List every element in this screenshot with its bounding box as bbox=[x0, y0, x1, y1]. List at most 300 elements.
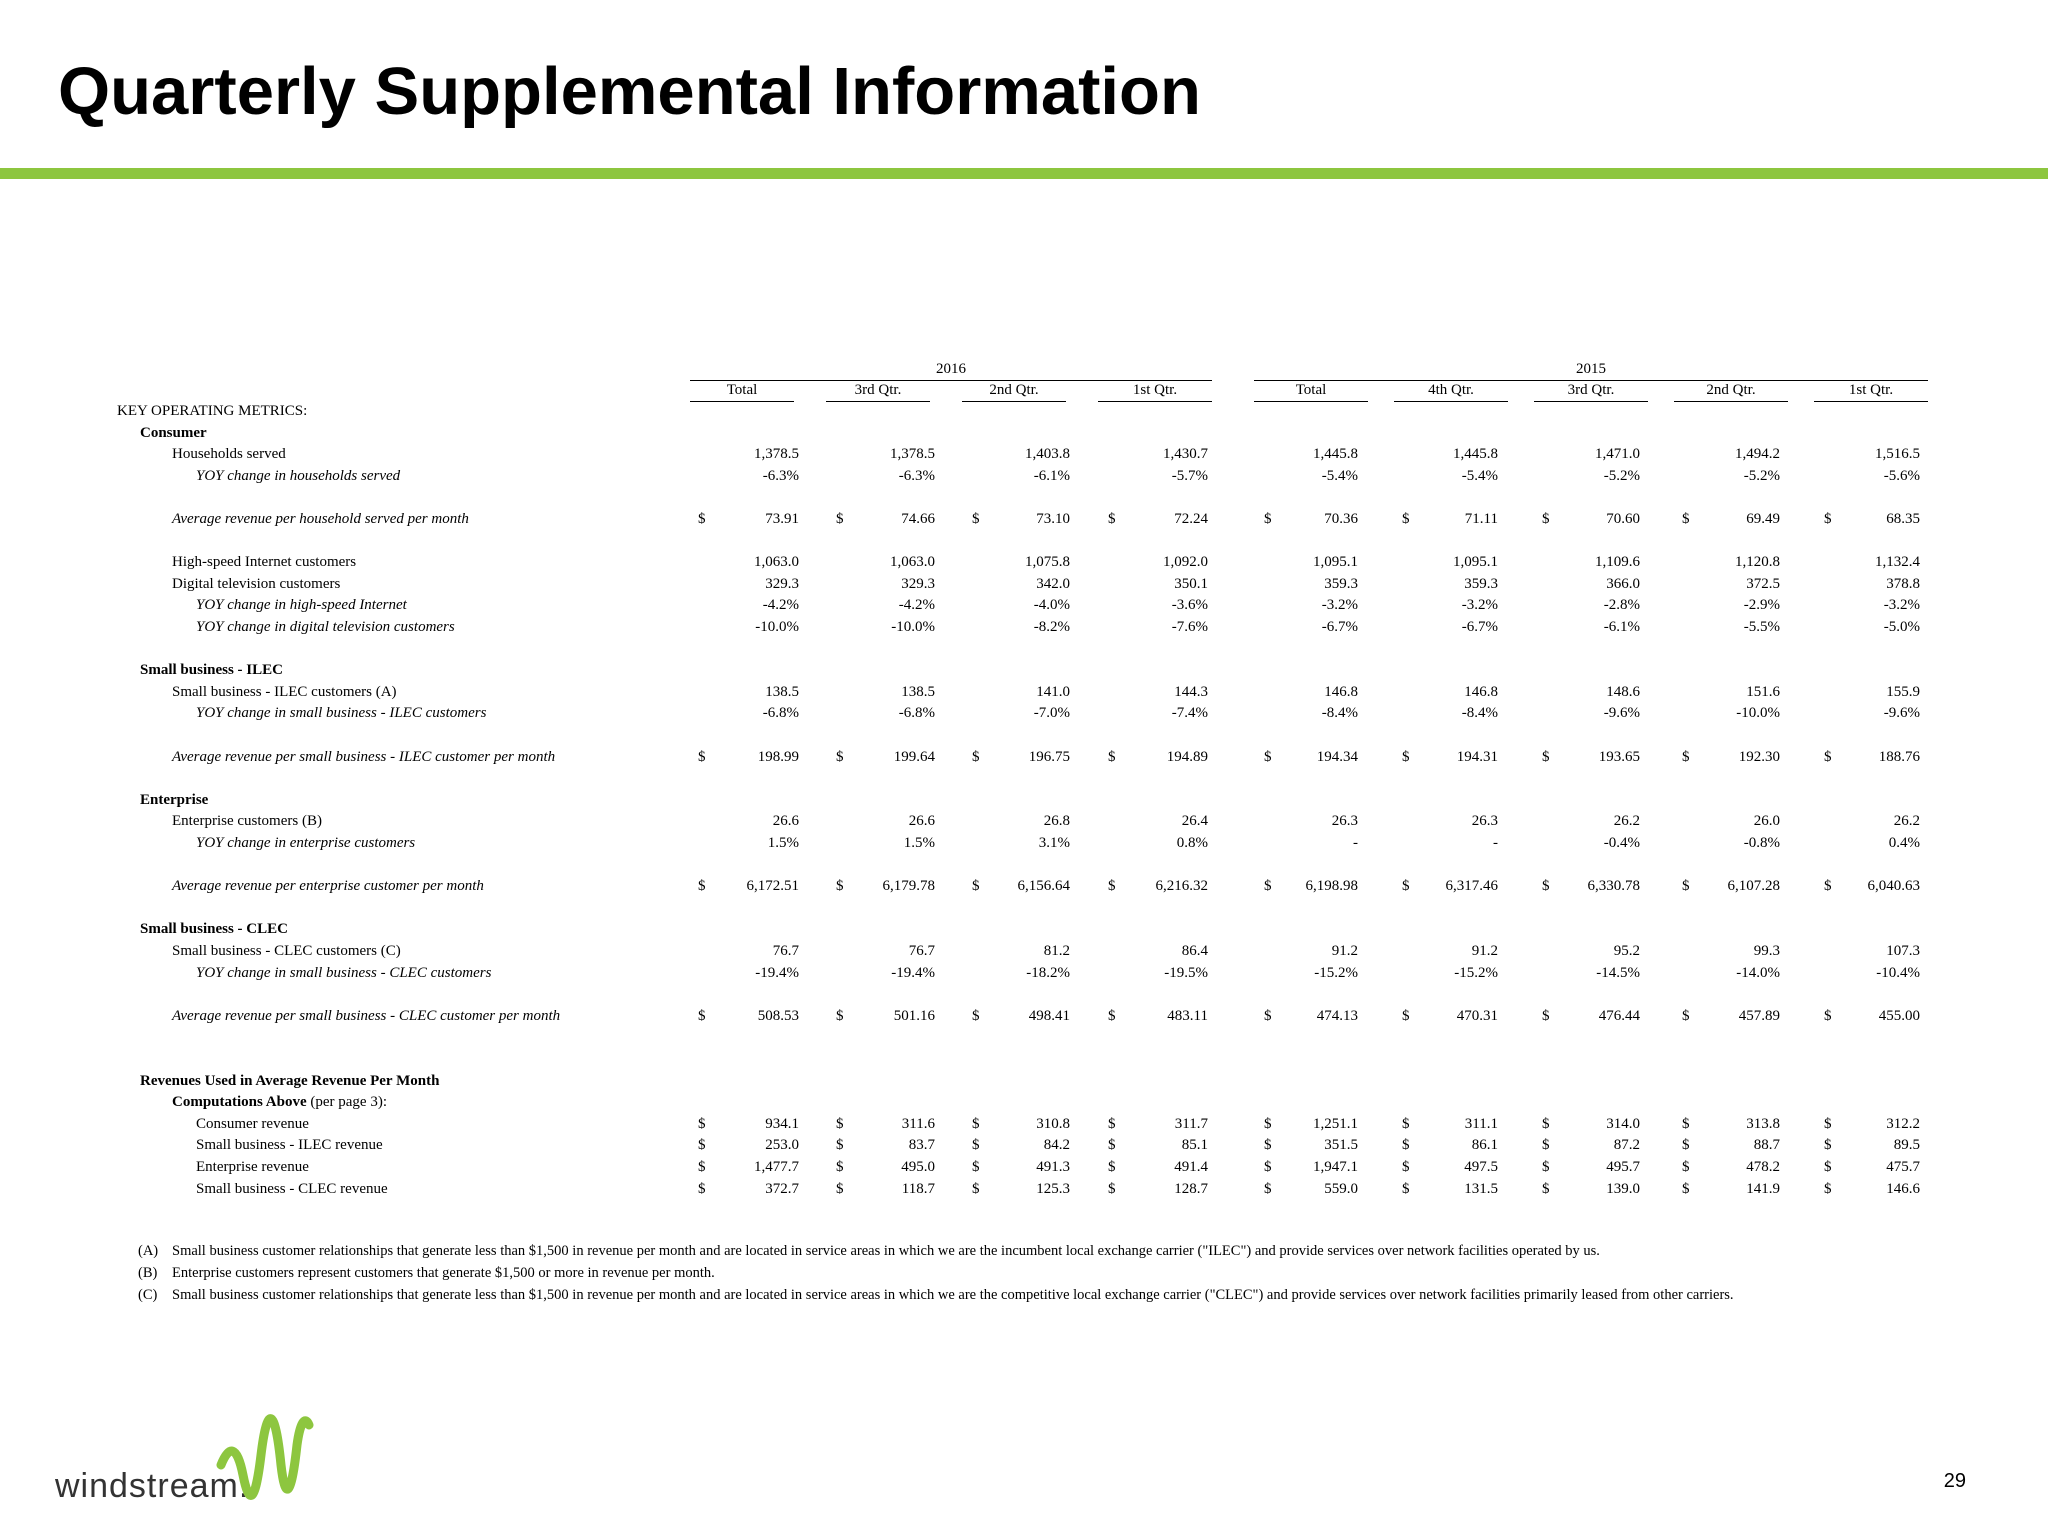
currency-symbol: $ bbox=[836, 878, 844, 895]
table-cell: -6.3% bbox=[898, 467, 935, 484]
column-header: Total bbox=[690, 381, 794, 402]
column-header: Total bbox=[1254, 381, 1368, 402]
table-cell: -5.7% bbox=[1171, 467, 1208, 484]
table-cell: 311.1 bbox=[1464, 1115, 1498, 1132]
table-cell: -9.6% bbox=[1883, 705, 1920, 722]
row-label: Average revenue per household served per month bbox=[172, 511, 469, 527]
table-cell: -5.4% bbox=[1321, 467, 1358, 484]
table-cell: 1,075.8 bbox=[1025, 554, 1070, 571]
table-cell: 1.5% bbox=[903, 835, 935, 851]
footnote-tag: (A) bbox=[138, 1243, 159, 1259]
table-cell: 478.2 bbox=[1746, 1159, 1780, 1175]
table-cell: 1,445.8 bbox=[1313, 446, 1358, 463]
currency-symbol: $ bbox=[1542, 748, 1550, 765]
table-cell: -5.5% bbox=[1743, 619, 1780, 635]
table-cell: 69.49 bbox=[1746, 511, 1780, 527]
table-cell: 342.0 bbox=[1036, 575, 1070, 592]
table-cell: -14.5% bbox=[1596, 964, 1640, 981]
table-cell: 6,040.63 bbox=[1867, 878, 1920, 895]
table-cell: 3.1% bbox=[1038, 835, 1070, 851]
footnote-text: Small business customer relationships that generate less than $1,500 in revenue per month and are located in service areas in which we are the competitive local exchange carrier ("CLEC") and provide services over network facilities primarily leased from other carriers. bbox=[172, 1287, 1734, 1303]
table-cell: 314.0 bbox=[1606, 1115, 1640, 1132]
currency-symbol: $ bbox=[1542, 1180, 1550, 1197]
table-row bbox=[0, 703, 2048, 724]
table-cell: -0.4% bbox=[1603, 835, 1640, 851]
table-cell: 1,477.7 bbox=[754, 1159, 799, 1175]
row-label: YOY change in enterprise customers bbox=[196, 835, 416, 851]
table-cell: 125.3 bbox=[1036, 1180, 1070, 1197]
table-cell: 194.34 bbox=[1316, 748, 1358, 765]
table-cell: 6,172.51 bbox=[746, 878, 799, 895]
table-cell: 26.2 bbox=[1893, 813, 1920, 830]
table-cell: 310.8 bbox=[1036, 1115, 1070, 1132]
table-cell: -8.4% bbox=[1461, 705, 1498, 722]
table-cell: 70.36 bbox=[1324, 511, 1358, 527]
footnote bbox=[138, 1262, 715, 1284]
table-cell: 139.0 bbox=[1606, 1180, 1640, 1197]
table-cell: 87.2 bbox=[1613, 1137, 1640, 1154]
table-cell: 86.4 bbox=[1181, 943, 1208, 959]
table-cell: 76.7 bbox=[772, 943, 799, 959]
row-label: YOY change in small business - ILEC customers bbox=[196, 705, 487, 722]
table-cell: 146.8 bbox=[1324, 683, 1358, 700]
table-row bbox=[0, 833, 2048, 854]
row-label: Small business - ILEC bbox=[140, 662, 283, 679]
table-row bbox=[0, 811, 2048, 832]
table-row bbox=[0, 552, 2048, 573]
table-cell: 1,378.5 bbox=[890, 446, 935, 463]
currency-symbol: $ bbox=[1542, 1007, 1550, 1024]
currency-symbol: $ bbox=[1542, 878, 1550, 895]
currency-symbol: $ bbox=[1402, 511, 1410, 527]
currency-symbol: $ bbox=[1264, 1137, 1272, 1154]
currency-symbol: $ bbox=[1682, 1159, 1690, 1175]
column-header: 2nd Qtr. bbox=[962, 381, 1066, 402]
table-row bbox=[0, 1006, 2048, 1027]
table-row bbox=[0, 682, 2048, 703]
table-cell: -4.2% bbox=[762, 597, 799, 614]
title-divider bbox=[0, 168, 2048, 179]
currency-symbol: $ bbox=[972, 748, 980, 765]
table-row bbox=[0, 963, 2048, 984]
table-cell: 1,251.1 bbox=[1313, 1115, 1358, 1132]
table-cell: 199.64 bbox=[893, 748, 935, 765]
table-cell: 311.7 bbox=[1174, 1115, 1208, 1132]
table-cell: 6,179.78 bbox=[882, 878, 935, 895]
table-cell: 508.53 bbox=[757, 1007, 799, 1024]
currency-symbol: $ bbox=[1264, 1180, 1272, 1197]
table-cell: 148.6 bbox=[1606, 683, 1640, 700]
column-header: 4th Qtr. bbox=[1394, 381, 1508, 402]
table-cell: -4.2% bbox=[898, 597, 935, 614]
table-cell: 0.8% bbox=[1176, 835, 1208, 851]
table-cell: 74.66 bbox=[901, 511, 935, 527]
table-cell: -5.2% bbox=[1603, 467, 1640, 484]
currency-symbol: $ bbox=[1682, 511, 1690, 527]
table-cell: 491.4 bbox=[1174, 1159, 1208, 1175]
page-number: 29 bbox=[1943, 1470, 1966, 1492]
table-cell: 359.3 bbox=[1324, 575, 1358, 592]
table-cell: 455.00 bbox=[1878, 1007, 1920, 1024]
currency-symbol: $ bbox=[1402, 878, 1410, 895]
currency-symbol: $ bbox=[1108, 1115, 1116, 1132]
table-row bbox=[0, 574, 2048, 595]
currency-symbol: $ bbox=[1542, 1115, 1550, 1132]
row-label bbox=[172, 1092, 387, 1113]
row-label: Average revenue per enterprise customer per month bbox=[172, 878, 484, 895]
table-cell: 192.30 bbox=[1738, 748, 1780, 765]
table-cell: 68.35 bbox=[1886, 511, 1920, 527]
table-cell: 6,198.98 bbox=[1305, 878, 1358, 895]
currency-symbol: $ bbox=[1682, 748, 1690, 765]
table-cell: 95.2 bbox=[1613, 943, 1640, 959]
table-cell: -10.0% bbox=[891, 619, 935, 635]
table-cell: -10.0% bbox=[755, 619, 799, 635]
table-cell: 934.1 bbox=[765, 1115, 799, 1132]
table-cell: 470.31 bbox=[1456, 1007, 1498, 1024]
row-label: Digital television customers bbox=[172, 575, 341, 592]
table-cell: -8.4% bbox=[1321, 705, 1358, 722]
table-cell: 253.0 bbox=[765, 1137, 799, 1154]
column-header: 3rd Qtr. bbox=[826, 381, 930, 402]
currency-symbol: $ bbox=[1824, 748, 1832, 765]
table-cell: 6,330.78 bbox=[1587, 878, 1640, 895]
currency-symbol: $ bbox=[836, 1007, 844, 1024]
table-row bbox=[0, 1114, 2048, 1135]
table-cell: 85.1 bbox=[1181, 1137, 1208, 1154]
table-cell: 26.4 bbox=[1181, 813, 1208, 830]
table-cell: 73.10 bbox=[1036, 511, 1070, 527]
table-cell: 366.0 bbox=[1606, 575, 1640, 592]
table-cell: - bbox=[1493, 835, 1498, 851]
currency-symbol: $ bbox=[698, 748, 706, 765]
table-cell: 84.2 bbox=[1043, 1137, 1070, 1154]
table-cell: -3.2% bbox=[1883, 597, 1920, 614]
currency-symbol: $ bbox=[1264, 511, 1272, 527]
year-header-2015: 2015 bbox=[1254, 360, 1928, 381]
table-cell: 26.3 bbox=[1331, 813, 1358, 830]
table-cell: 151.6 bbox=[1746, 683, 1780, 700]
footnote bbox=[138, 1284, 1734, 1306]
table-cell: 483.11 bbox=[1167, 1007, 1208, 1024]
table-row bbox=[0, 595, 2048, 616]
section-label-row bbox=[0, 919, 2048, 940]
table-row bbox=[0, 1157, 2048, 1178]
table-cell: 372.7 bbox=[765, 1180, 799, 1197]
section-label-row bbox=[0, 660, 2048, 681]
footnote-text: Enterprise customers represent customers that generate $1,500 or more in revenue per month. bbox=[172, 1265, 715, 1281]
row-label: YOY change in households served bbox=[196, 467, 401, 484]
table-cell: 194.31 bbox=[1456, 748, 1498, 765]
table-cell: 1.5% bbox=[767, 835, 799, 851]
table-cell: 1,445.8 bbox=[1453, 446, 1498, 463]
table-row bbox=[0, 617, 2048, 638]
section-label-row bbox=[0, 401, 2048, 422]
table-cell: -19.4% bbox=[891, 964, 935, 981]
footnote-tag: (B) bbox=[138, 1265, 158, 1281]
currency-symbol: $ bbox=[1542, 1137, 1550, 1154]
table-cell: -10.4% bbox=[1876, 964, 1920, 981]
row-label: Enterprise bbox=[140, 791, 209, 808]
table-row bbox=[0, 941, 2048, 962]
table-row bbox=[0, 509, 2048, 530]
table-cell: 26.3 bbox=[1471, 813, 1498, 830]
currency-symbol: $ bbox=[972, 511, 980, 527]
table-cell: -8.2% bbox=[1033, 619, 1070, 635]
table-cell: 138.5 bbox=[765, 683, 799, 700]
table-cell: -2.9% bbox=[1743, 597, 1780, 614]
table-cell: -6.1% bbox=[1603, 619, 1640, 635]
currency-symbol: $ bbox=[1264, 1115, 1272, 1132]
table-row bbox=[0, 1135, 2048, 1156]
table-cell: 155.9 bbox=[1886, 683, 1920, 700]
currency-symbol: $ bbox=[1402, 1180, 1410, 1197]
row-label-bold: Computations Above bbox=[172, 1094, 307, 1111]
table-cell: -19.4% bbox=[755, 964, 799, 981]
table-cell: -5.4% bbox=[1461, 467, 1498, 484]
table-cell: 81.2 bbox=[1043, 943, 1070, 959]
row-label: Average revenue per small business - CLEC customer per month bbox=[172, 1007, 561, 1024]
currency-symbol: $ bbox=[1682, 878, 1690, 895]
table-cell: 350.1 bbox=[1174, 575, 1208, 592]
table-cell: -6.8% bbox=[762, 705, 799, 722]
currency-symbol: $ bbox=[972, 1159, 980, 1175]
footnote-tag: (C) bbox=[138, 1287, 158, 1303]
currency-symbol: $ bbox=[1682, 1007, 1690, 1024]
currency-symbol: $ bbox=[698, 1007, 706, 1024]
table-cell: 6,156.64 bbox=[1017, 878, 1070, 895]
row-label: Small business - CLEC customers (C) bbox=[172, 943, 401, 959]
currency-symbol: $ bbox=[836, 1137, 844, 1154]
table-cell: -10.0% bbox=[1736, 705, 1780, 722]
table-cell: -7.0% bbox=[1033, 705, 1070, 722]
currency-symbol: $ bbox=[836, 748, 844, 765]
year-header-2016: 2016 bbox=[690, 360, 1212, 381]
row-label: Revenues Used in Average Revenue Per Month bbox=[140, 1072, 440, 1089]
currency-symbol: $ bbox=[1108, 1007, 1116, 1024]
table-cell: -3.6% bbox=[1171, 597, 1208, 614]
table-row bbox=[0, 747, 2048, 768]
currency-symbol: $ bbox=[1402, 1159, 1410, 1175]
table-cell: 91.2 bbox=[1331, 943, 1358, 959]
table-cell: 26.6 bbox=[772, 813, 799, 830]
table-cell: 312.2 bbox=[1886, 1115, 1920, 1132]
table-cell: 1,109.6 bbox=[1595, 554, 1640, 571]
table-cell: 359.3 bbox=[1464, 575, 1498, 592]
table-cell: 118.7 bbox=[901, 1180, 935, 1197]
table-cell: -7.4% bbox=[1171, 705, 1208, 722]
table-cell: 196.75 bbox=[1028, 748, 1070, 765]
row-label: YOY change in digital television customers bbox=[196, 619, 455, 635]
currency-symbol: $ bbox=[1824, 1115, 1832, 1132]
row-label: Consumer bbox=[140, 424, 207, 441]
currency-symbol: $ bbox=[1264, 1007, 1272, 1024]
table-cell: -14.0% bbox=[1736, 964, 1780, 981]
table-cell: 498.41 bbox=[1028, 1007, 1070, 1024]
table-cell: 89.5 bbox=[1893, 1137, 1920, 1154]
table-cell: -6.7% bbox=[1321, 619, 1358, 635]
table-cell: -5.0% bbox=[1883, 619, 1920, 635]
table-cell: 72.24 bbox=[1174, 511, 1208, 527]
footnote bbox=[138, 1240, 1600, 1262]
currency-symbol: $ bbox=[1264, 1159, 1272, 1175]
table-cell: -0.8% bbox=[1743, 835, 1780, 851]
table-cell: 476.44 bbox=[1598, 1007, 1640, 1024]
row-label: Enterprise customers (B) bbox=[172, 813, 322, 830]
currency-symbol: $ bbox=[1824, 878, 1832, 895]
table-cell: 144.3 bbox=[1174, 683, 1208, 700]
row-label: YOY change in high-speed Internet bbox=[196, 597, 407, 614]
table-cell: 1,378.5 bbox=[754, 446, 799, 463]
row-label: Average revenue per small business - ILEC customer per month bbox=[172, 748, 556, 765]
table-cell: 83.7 bbox=[908, 1137, 935, 1154]
table-cell: 194.89 bbox=[1166, 748, 1208, 765]
currency-symbol: $ bbox=[698, 1159, 706, 1175]
table-cell: 1,947.1 bbox=[1313, 1159, 1358, 1175]
table-cell: -6.8% bbox=[898, 705, 935, 722]
currency-symbol: $ bbox=[972, 1180, 980, 1197]
table-cell: 88.7 bbox=[1753, 1137, 1780, 1154]
table-cell: 313.8 bbox=[1746, 1115, 1780, 1132]
table-cell: 559.0 bbox=[1324, 1180, 1358, 1197]
table-cell: -6.7% bbox=[1461, 619, 1498, 635]
table-cell: 378.8 bbox=[1886, 575, 1920, 592]
currency-symbol: $ bbox=[836, 1180, 844, 1197]
table-row bbox=[0, 444, 2048, 465]
currency-symbol: $ bbox=[1402, 1115, 1410, 1132]
table-cell: 1,494.2 bbox=[1735, 446, 1780, 463]
table-cell: 491.3 bbox=[1036, 1159, 1070, 1175]
table-cell: 131.5 bbox=[1464, 1180, 1498, 1197]
table-cell: 70.60 bbox=[1606, 511, 1640, 527]
table-cell: 99.3 bbox=[1753, 943, 1780, 959]
windstream-logo bbox=[55, 1405, 315, 1511]
table-cell: 86.1 bbox=[1471, 1137, 1498, 1154]
currency-symbol: $ bbox=[836, 511, 844, 527]
currency-symbol: $ bbox=[1824, 1007, 1832, 1024]
currency-symbol: $ bbox=[1682, 1115, 1690, 1132]
table-row bbox=[0, 876, 2048, 897]
row-label: Small business - CLEC revenue bbox=[196, 1180, 388, 1197]
currency-symbol: $ bbox=[1824, 511, 1832, 527]
table-cell: -6.1% bbox=[1033, 467, 1070, 484]
currency-symbol: $ bbox=[1682, 1180, 1690, 1197]
table-cell: 1,516.5 bbox=[1875, 446, 1920, 463]
currency-symbol: $ bbox=[698, 511, 706, 527]
table-cell: 311.6 bbox=[901, 1115, 935, 1132]
table-cell: 73.91 bbox=[765, 511, 799, 527]
table-cell: 6,317.46 bbox=[1445, 878, 1498, 895]
table-cell: 107.3 bbox=[1886, 943, 1920, 959]
table-row bbox=[0, 466, 2048, 487]
currency-symbol: $ bbox=[1542, 511, 1550, 527]
currency-symbol: $ bbox=[972, 1137, 980, 1154]
table-cell: 188.76 bbox=[1878, 748, 1920, 765]
row-label: Small business - ILEC revenue bbox=[196, 1137, 383, 1154]
table-cell: 76.7 bbox=[908, 943, 935, 959]
table-cell: 372.5 bbox=[1746, 575, 1780, 592]
table-cell: 146.8 bbox=[1464, 683, 1498, 700]
table-cell: 141.9 bbox=[1746, 1180, 1780, 1197]
table-cell: 26.8 bbox=[1043, 813, 1070, 830]
table-cell: -5.2% bbox=[1743, 467, 1780, 484]
table-cell: 91.2 bbox=[1471, 943, 1498, 959]
table-cell: 497.5 bbox=[1464, 1159, 1498, 1175]
row-label: KEY OPERATING METRICS: bbox=[117, 403, 308, 419]
section-label-row bbox=[0, 1092, 2048, 1113]
table-row bbox=[0, 1179, 2048, 1200]
currency-symbol: $ bbox=[972, 1007, 980, 1024]
table-cell: 329.3 bbox=[765, 575, 799, 592]
table-cell: 26.6 bbox=[908, 813, 935, 830]
table-cell: 495.0 bbox=[901, 1159, 935, 1175]
table-cell: -7.6% bbox=[1171, 619, 1208, 635]
table-cell: 1,120.8 bbox=[1735, 554, 1780, 571]
currency-symbol: $ bbox=[698, 1180, 706, 1197]
table-cell: -6.3% bbox=[762, 467, 799, 484]
currency-symbol: $ bbox=[1108, 1159, 1116, 1175]
row-label: Small business - CLEC bbox=[140, 921, 288, 938]
row-label: YOY change in small business - CLEC customers bbox=[196, 964, 492, 981]
row-label: Enterprise revenue bbox=[196, 1159, 309, 1175]
table-cell: 198.99 bbox=[757, 748, 799, 765]
currency-symbol: $ bbox=[972, 878, 980, 895]
column-header: 2nd Qtr. bbox=[1674, 381, 1788, 402]
table-cell: 1,063.0 bbox=[890, 554, 935, 571]
section-label-row bbox=[0, 423, 2048, 444]
currency-symbol: $ bbox=[1108, 878, 1116, 895]
table-cell: 1,095.1 bbox=[1453, 554, 1498, 571]
currency-symbol: $ bbox=[836, 1159, 844, 1175]
currency-symbol: $ bbox=[1824, 1159, 1832, 1175]
section-label-row bbox=[0, 790, 2048, 811]
section-label-row bbox=[0, 1071, 2048, 1092]
row-label: High-speed Internet customers bbox=[172, 554, 357, 571]
table-cell: 26.2 bbox=[1613, 813, 1640, 830]
row-label: Small business - ILEC customers (A) bbox=[172, 683, 397, 700]
table-cell: -19.5% bbox=[1164, 964, 1208, 981]
table-cell: 1,132.4 bbox=[1875, 554, 1920, 571]
table-cell: 1,095.1 bbox=[1313, 554, 1358, 571]
table-cell: 474.13 bbox=[1316, 1007, 1358, 1024]
table-cell: 501.16 bbox=[893, 1007, 935, 1024]
currency-symbol: $ bbox=[1264, 748, 1272, 765]
table-cell: -15.2% bbox=[1454, 964, 1498, 981]
column-header: 1st Qtr. bbox=[1098, 381, 1212, 402]
currency-symbol: $ bbox=[1402, 1137, 1410, 1154]
table-cell: -9.6% bbox=[1603, 705, 1640, 722]
table-cell: 495.7 bbox=[1606, 1159, 1640, 1175]
table-cell: 1,063.0 bbox=[754, 554, 799, 571]
currency-symbol: $ bbox=[698, 1115, 706, 1132]
row-label: Households served bbox=[172, 446, 286, 463]
table-cell: 138.5 bbox=[901, 683, 935, 700]
currency-symbol: $ bbox=[1824, 1180, 1832, 1197]
table-cell: 1,471.0 bbox=[1595, 446, 1640, 463]
table-cell: 475.7 bbox=[1886, 1159, 1920, 1175]
currency-symbol: $ bbox=[1542, 1159, 1550, 1175]
currency-symbol: $ bbox=[1824, 1137, 1832, 1154]
currency-symbol: $ bbox=[1682, 1137, 1690, 1154]
currency-symbol: $ bbox=[698, 1137, 706, 1154]
currency-symbol: $ bbox=[1108, 1137, 1116, 1154]
table-cell: 6,216.32 bbox=[1155, 878, 1208, 895]
table-cell: 1,430.7 bbox=[1163, 446, 1208, 463]
table-cell: 457.89 bbox=[1738, 1007, 1780, 1024]
currency-symbol: $ bbox=[1108, 511, 1116, 527]
column-header: 1st Qtr. bbox=[1814, 381, 1928, 402]
wave-logo-icon bbox=[215, 1405, 315, 1511]
